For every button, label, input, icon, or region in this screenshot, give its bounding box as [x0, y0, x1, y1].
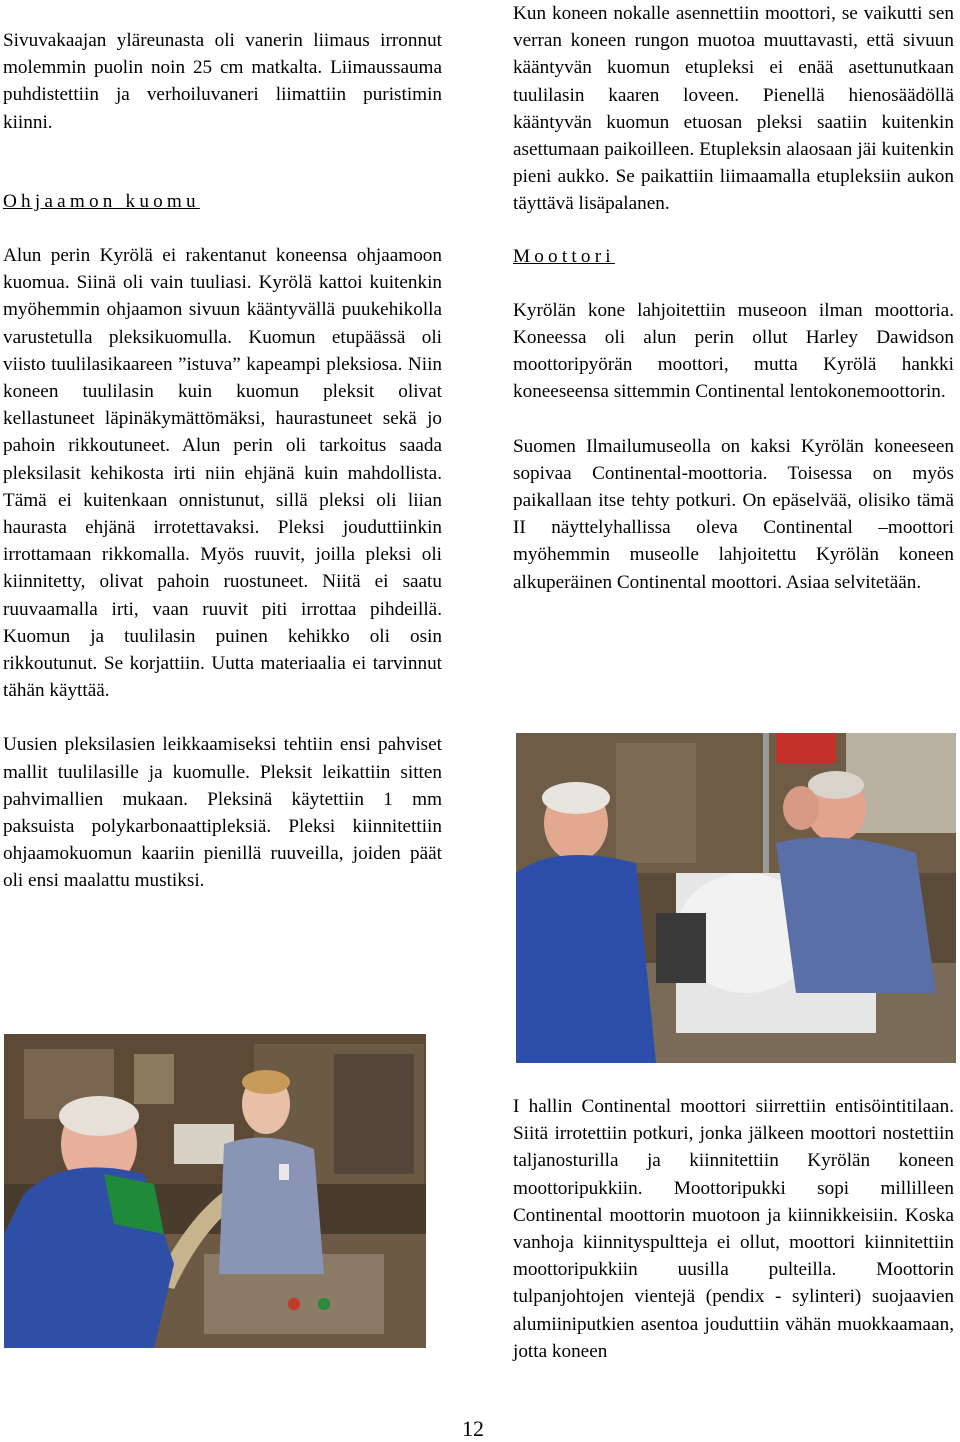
body-paragraph: Kyrölän kone lahjoitettiin museoon ilman moottoria. Koneessa oli alun perin ollut Harley Dawidson moottoripyörän moottori, mutta Kyrölä hankki koneeseensa sittemmin Continental lentokonemoottorin. [513, 299, 954, 403]
right-column-top [513, 0, 954, 596]
section-heading-moottori: Moottori [513, 245, 615, 267]
section-heading-ohjaamon-kuomu: Ohjaamon kuomu [3, 190, 200, 212]
right-column-bottom [513, 1093, 954, 1365]
body-paragraph: Sivuvakaajan yläreunasta oli vanerin liimaus irronnut molemmin puolin noin 25 cm matkalta. Liimaussauma puhdistettiin ja verhoiluvaneri liimattiin puristimin kiinni. [3, 30, 442, 133]
body-paragraph: Kun koneen nokalle asennettiin moottori, se vaikutti sen verran koneen rungon muotoa muuttavasti, että sivuun kääntyvän kuomun etupleksi ei enää asettunutkaan tuulilasin kaaren loveen. Pienellä hienosäädöllä kääntyvän kuomun etuosan pleksi saatiin kuitenkin asettumaan paikoilleen. Etupleksin alaosaan jäi kuitenkin pieni aukko. Se paikattiin liimaamalla etupleksiin aukon täyttävä lisäpalanen. [513, 3, 954, 215]
body-paragraph: Alun perin Kyrölä ei rakentanut koneensa ohjaamoon kuomua. Siinä oli vain tuuliasi. Kyrölä kattoi kuitenkin myöhemmin ohjaamon sivuun kääntyvällä puukehikolla varustetulla pleksikuomulla. Kuomun etupäässä oli viisto tuulilasikaareen ”istuva” kapeampi pleksiosa. Niin koneen tuulilasin kuin kuomun pleksit olivat kellastuneet läpinäkymättömäksi, haurastuneet sekä jo pahoin rikkoutuneet. Alun perin oli tarkoitus saada pleksilasit kehikosta irti niin ehjänä kuin mahdollista. Tämä ei kuitenkaan onnistunut, sillä pleksi oli liian haurasta ehjänä irrotettavaksi. Pleksi jouduttiinkin irrottamaan rikkomalla. Myös ruuvit, joilla pleksi oli kiinnitetty, olivat pahoin ruostuneet. Niitä ei saatu ruuvaamalla irti, vaan ruuvit piti irrottaa pihdeillä. Kuomun ja tuulilasin puinen kehikko oli osin rikkoutunut. Se korjattiin. Uutta materiaalia ei tarvinnut tähän käyttää. [3, 245, 442, 702]
body-paragraph: Suomen Ilmailumuseolla on kaksi Kyrölän koneeseen sopivaa Continental-moottoria. Toisessa on myös paikallaan itse tehty potkuri. On epäselvää, olisiko tämä II näyttelyhallissa oleva Continental –moottori myöhemmin museolle lahjoitettu Kyrölän koneen alkuperäinen Continental moottori. Asiaa selvitetään. [513, 435, 954, 593]
body-paragraph: Uusien pleksilasien leikkaamiseksi tehtiin ensi pahviset mallit tuulilasille ja kuomulle. Pleksit leikattiin sitten pahvimallien mukaan. Pleksinä käytettiin 1 mm paksuista polykarbonaattipleksiä. Pleksi kiinnitettiin ohjaamokuomun kaariin pienillä ruuveilla, joiden päät oli ensi maalattu mustiksi. [3, 734, 442, 892]
left-column [3, 27, 442, 895]
engine-hoist-photo [516, 733, 956, 1063]
workshop-canopy-photo [4, 1034, 426, 1348]
page-number: 12 [462, 1416, 484, 1441]
body-paragraph: I hallin Continental moottori siirrettiin entisöintitilaan. Siitä irrotettiin potkuri, jonka jälkeen moottori nostettiin taljanosturilla ja kiinnitettiin Kyrölän koneen moottoripukkiin. Moottoripukki sopi millilleen Continental moottorin muotoon ja kiinnikkeisiin. Koska vanhoja kiinnityspultteja ei ollut, moottori kiinnitettiin moottoripukkiin uusilla pulteilla. Moottorin tulpanjohtojen vientejä (pendix - sylinteri) suojaavien alumiiniputkien asentoa jouduttiin vähän muokkaamaan, jotta koneen [513, 1096, 954, 1362]
